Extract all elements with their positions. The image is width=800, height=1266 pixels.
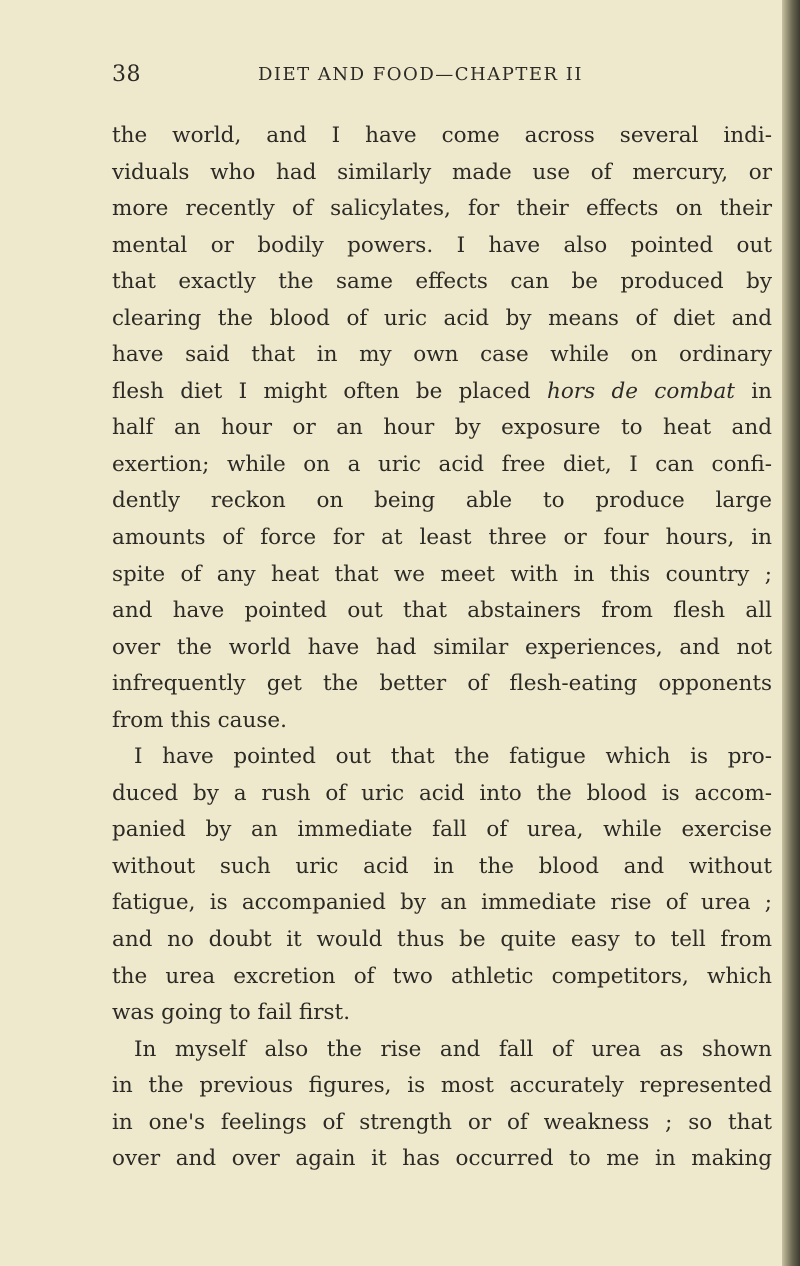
page-number: 38 xyxy=(112,62,141,87)
page-header xyxy=(0,62,800,92)
running-head: DIET AND FOOD—CHAPTER II xyxy=(258,64,583,85)
text-line: more recently of salicylates, for their effects on their xyxy=(112,196,772,222)
text-line: that exactly the same effects can be produced by xyxy=(112,269,772,295)
text-line: from this cause. xyxy=(112,707,287,733)
page-edge-shadow xyxy=(782,0,800,1266)
text-line: mental or bodily powers. I have also pointed out xyxy=(112,232,772,258)
text-line: spite of any heat that we meet with in this country ; xyxy=(112,561,772,587)
text-line: amounts of force for at least three or four hours, in xyxy=(112,525,772,551)
text-line: In myself also the rise and fall of urea as shown xyxy=(134,1036,772,1062)
text-line-with-italic xyxy=(112,374,772,411)
text-line: exertion; while on a uric acid free diet, I can confi- xyxy=(112,451,772,477)
text-line: clearing the blood of uric acid by means of diet and xyxy=(112,305,772,331)
text-line: dently reckon on being able to produce large xyxy=(112,488,772,514)
text-line: over and over again it has occurred to me in making xyxy=(112,1146,772,1172)
text-line: the urea excretion of two athletic competitors, which xyxy=(112,963,772,989)
text-line: infrequently get the better of flesh-eating opponents xyxy=(112,671,772,697)
text-line: duced by a rush of uric acid into the blood is accom- xyxy=(112,780,772,806)
text-segment: in xyxy=(734,378,772,404)
text-line: and have pointed out that abstainers from flesh all xyxy=(112,598,772,624)
text-line: without such uric acid in the blood and without xyxy=(112,853,772,879)
text-line: in one's feelings of strength or of weakness ; so that xyxy=(112,1109,772,1135)
text-line: and no doubt it would thus be quite easy to tell from xyxy=(112,927,772,953)
text-line: half an hour or an hour by exposure to heat and xyxy=(112,415,772,441)
text-line: the world, and I have come across several indi- xyxy=(112,123,772,148)
text-line: over the world have had similar experiences, and not xyxy=(112,634,772,660)
text-line: I have pointed out that the fatigue which is pro- xyxy=(134,744,772,770)
body-text xyxy=(112,118,772,1178)
text-line: in the previous figures, is most accurately represented xyxy=(112,1073,772,1099)
text-line: have said that in my own case while on ordinary xyxy=(112,342,772,368)
text-line: fatigue, is accompanied by an immediate rise of urea ; xyxy=(112,890,772,916)
text-line: was going to fail first. xyxy=(112,1000,351,1026)
text-line: viduals who had similarly made use of mercury, or xyxy=(112,159,772,185)
text-segment: flesh diet I might often be placed xyxy=(112,378,548,404)
text-line: panied by an immediate fall of urea, while exercise xyxy=(112,817,772,843)
italic-phrase: hors de combat xyxy=(547,378,735,404)
